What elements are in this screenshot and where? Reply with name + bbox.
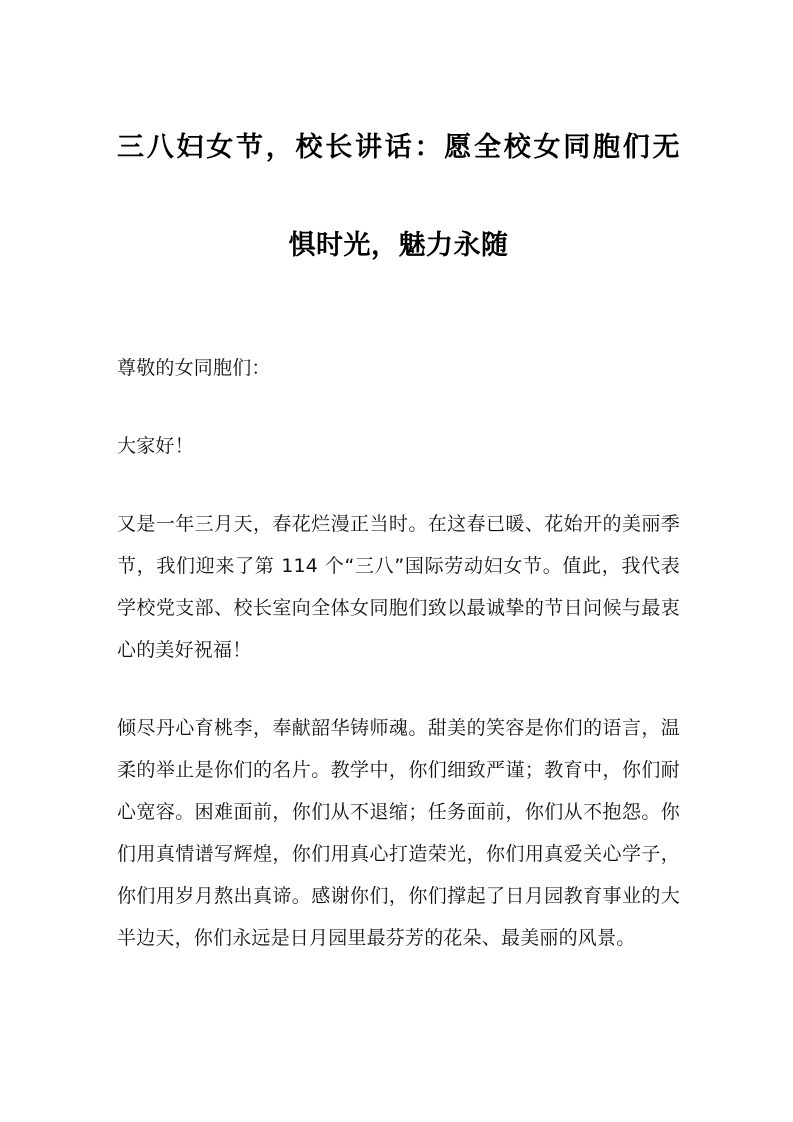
paragraph-greeting: 大家好！ (117, 435, 194, 457)
page-title-line-2: 惧时光，魅力永随 (288, 230, 509, 261)
paragraph-salutation: 尊敬的女同胞们： (117, 357, 271, 379)
paragraph-tribute: 倾尽丹心育桃李，奉献韶华铸师魂。甜美的笑容是你们的语言，温柔的举止是你们的名片。教学中，你们细致严谨；教育中，你们耐心宽容。困难面前，你们从不退缩；任务面前，你们从不抱怨。你们用真情谱写辉煌，你们用真心打造荣光，你们用真爱关心学子，你们用岁月熬出真谛。感谢你们，你们撑起了日月园教育事业的大半边天，你们永远是日月园里最芬芳的花朵、最美丽的风景。 (117, 717, 680, 949)
paragraph-festival-intro: 又是一年三月天，春花烂漫正当时。在这春已暖、花始开的美丽季节，我们迎来了第 114 个“三八”国际劳动妇女节。值此，我代表学校党支部、校长室向全体女同胞们致以最诚挚的节日问候与最衷心的美好祝福！ (117, 513, 680, 661)
document-body (117, 347, 680, 959)
document-content (117, 0, 680, 959)
page-title (117, 0, 680, 269)
page-title-line-1: 三八妇女节，校长讲话：愿全校女同胞们无 (117, 132, 680, 163)
